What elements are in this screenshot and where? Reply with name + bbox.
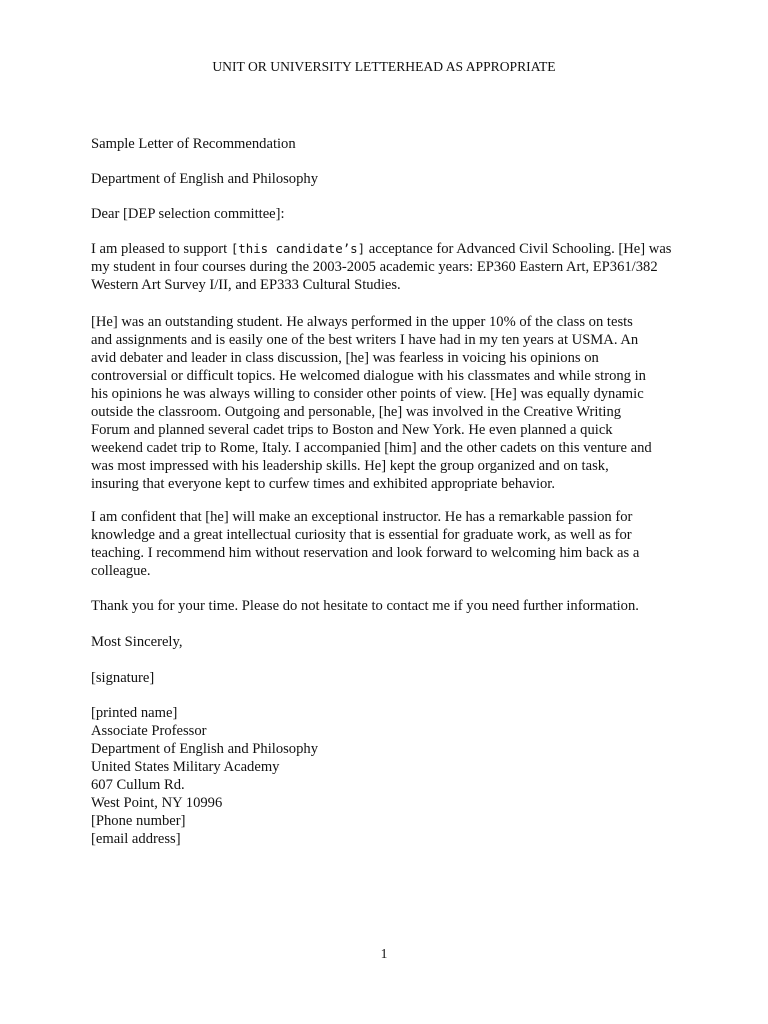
paragraph-3-line: teaching. I recommend him without reservation and look forward to welcoming him back as a (91, 545, 640, 561)
paragraph-1 (91, 240, 683, 294)
salutation-text: Dear [DEP selection committee]: (91, 206, 285, 222)
paragraph-2-line: Forum and planned several cadet trips to Boston and New York. He even planned a quick (91, 422, 613, 438)
paragraph-4 (91, 597, 683, 615)
paragraph-3 (91, 508, 683, 580)
candidate-placeholder: [this candidate’s] (230, 241, 366, 256)
paragraph-2-line: was most impressed with his leadership skills. He] kept the group organized and on task, (91, 458, 609, 474)
closing (91, 633, 683, 651)
signature-placeholder (91, 669, 683, 687)
paragraph-2-line: and assignments and is easily one of the best writers I have had in my ten years at USMA. An (91, 332, 639, 348)
paragraph-1-line (91, 240, 683, 258)
letter-heading-text: Sample Letter of Recommendation (91, 136, 296, 152)
address-street: 607 Cullum Rd. (91, 777, 185, 793)
paragraph-1-line1-post: acceptance for Advanced Civil Schooling. [He] was (365, 241, 672, 257)
paragraph-1-line1-pre: I am pleased to support (91, 241, 231, 257)
email-placeholder: [email address] (91, 831, 181, 847)
printed-name: [printed name] (91, 705, 178, 721)
paragraph-2-line: avid debater and leader in class discussion, [he] was fearless in voicing his opinions on (91, 350, 599, 366)
paragraph-2-line: [He] was an outstanding student. He always performed in the upper 10% of the class on tests (91, 314, 633, 330)
paragraph-2-line: controversial or difficult topics. He welcomed dialogue with his classmates and while strong in (91, 368, 646, 384)
author-institution: United States Military Academy (91, 759, 280, 775)
paragraph-3-line: I am confident that [he] will make an exceptional instructor. He has a remarkable passion for (91, 509, 633, 525)
paragraph-3-line: knowledge and a great intellectual curiosity that is essential for graduate work, as well as for (91, 527, 632, 543)
author-department: Department of English and Philosophy (91, 741, 318, 757)
signature-block (91, 704, 683, 848)
closing-text: Most Sincerely, (91, 634, 183, 650)
paragraph-3-line: colleague. (91, 563, 151, 579)
paragraph-2-line: insuring that everyone kept to curfew times and exhibited appropriate behavior. (91, 476, 556, 492)
department-text: Department of English and Philosophy (91, 171, 318, 187)
salutation (91, 205, 683, 223)
department-line (91, 170, 683, 188)
paragraph-1-line: my student in four courses during the 2003-2005 academic years: EP360 Eastern Art, EP361/382 (91, 259, 658, 275)
paragraph-4-line: Thank you for your time. Please do not hesitate to contact me if you need further information. (91, 598, 639, 614)
letterhead-placeholder: UNIT OR UNIVERSITY LETTERHEAD AS APPROPRIATE (212, 59, 556, 74)
page-number: 1 (380, 946, 388, 961)
paragraph-2 (91, 313, 683, 493)
paragraph-2-line: weekend cadet trip to Rome, Italy. I accompanied [him] and the other cadets on this venture and (91, 440, 652, 456)
paragraph-1-line: Western Art Survey I/II, and EP333 Cultural Studies. (91, 277, 401, 293)
author-title: Associate Professor (91, 723, 207, 739)
address-city: West Point, NY 10996 (91, 795, 223, 811)
signature-text: [signature] (91, 670, 155, 686)
letter-heading (91, 135, 683, 153)
paragraph-2-line: his opinions he was always willing to consider other points of view. [He] was equally dynamic (91, 386, 644, 402)
phone-placeholder: [Phone number] (91, 813, 186, 829)
paragraph-2-line: outside the classroom. Outgoing and personable, [he] was involved in the Creative Writing (91, 404, 622, 420)
